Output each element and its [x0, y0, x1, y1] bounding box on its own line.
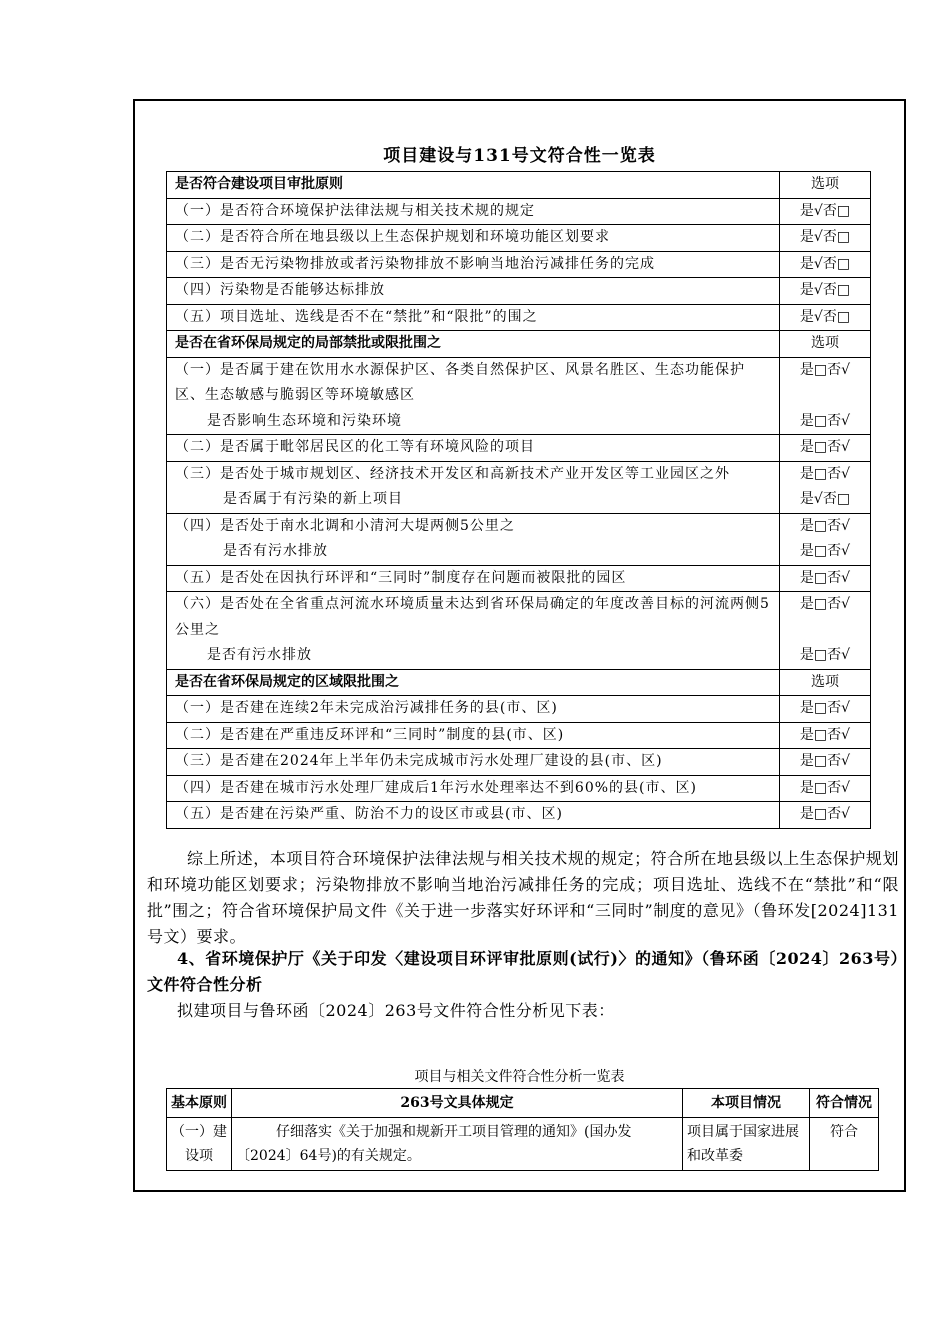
cell-principle: （一）建设项	[167, 1118, 232, 1171]
criterion-text: （一）是否属于建在饮用水水源保护区、各类自然保护区、风景名胜区、生态功能保护区、生态敏感与脆弱区等环境敏感区	[175, 361, 745, 403]
criterion-subtext: 是否有污水排放	[207, 647, 312, 663]
criterion-cell	[167, 722, 780, 749]
criterion-row	[167, 304, 871, 331]
header-spec: 263号文具体规定	[232, 1089, 683, 1118]
criterion-row	[167, 251, 871, 278]
criterion-text: （四）是否处于南水北调和小清河大堤两侧5公里之	[175, 517, 515, 534]
criterion-row	[167, 696, 871, 723]
criterion-text: （三）是否无污染物排放或者污染物排放不影响当地治污减排任务的完成	[175, 255, 655, 272]
criterion-text: （一）是否建在连续2年未完成治污减排任务的县(市、区)	[175, 700, 558, 716]
summary-paragraph: 综上所述，本项目符合环境保护法律法规与相关技术规的规定；符合所在地县级以上生态保护规划和环境功能区划要求；污染物排放不影响当地治污减排任务的完成；项目选址、选线不在“禁批”和“限批”围之；符合省环境保护局文件《关于进一步落实好环评和“三同时”制度的意见》（鲁环发[2024]131号文）要求。	[147, 849, 899, 946]
criterion-text: （二）是否符合所在地县级以上生态保护规划和环境功能区划要求	[175, 229, 610, 245]
document-frame	[133, 99, 906, 1192]
section-header: 是否在省环保局规定的局部禁批或限批围之	[167, 331, 780, 358]
criterion-text: （五）项目选址、选线是否不在“禁批”和“限批”的围之	[175, 308, 538, 325]
section-header-row	[167, 172, 871, 199]
option-value: 是□否√	[799, 517, 851, 534]
option-header: 选项	[780, 172, 871, 199]
option-cell	[780, 198, 871, 225]
criterion-row	[167, 198, 871, 225]
criterion-cell	[167, 461, 780, 513]
criterion-text: （二）是否建在严重违反环评和“三同时”制度的县(市、区)	[175, 726, 565, 743]
header-result: 符合情况	[810, 1089, 879, 1118]
criterion-text: （五）是否处在因执行环评和“三同时”制度存在问题而被限批的园区	[175, 569, 627, 586]
criterion-row	[167, 722, 871, 749]
header-principle: 基本原则	[167, 1089, 232, 1118]
option-cell	[780, 278, 871, 305]
option-cell	[780, 461, 871, 513]
criterion-cell	[167, 749, 780, 776]
criterion-subtext: 是否有污水排放	[223, 543, 328, 559]
option-cell	[780, 251, 871, 278]
option-cell	[780, 225, 871, 252]
section-header-row	[167, 669, 871, 696]
criterion-cell	[167, 251, 780, 278]
option-header: 选项	[780, 331, 871, 358]
option-header: 选项	[780, 669, 871, 696]
option-value: 是□否√	[799, 753, 851, 769]
criterion-row	[167, 775, 871, 802]
criterion-row	[167, 565, 871, 592]
option-value: 是√否□	[799, 308, 851, 325]
option-value: 是√否□	[799, 229, 851, 245]
criterion-cell	[167, 775, 780, 802]
criterion-row	[167, 357, 871, 435]
option-value	[782, 383, 868, 409]
option-cell	[780, 513, 871, 565]
criterion-text: （四）污染物是否能够达标排放	[175, 282, 385, 298]
option-value: 是√否□	[799, 255, 851, 272]
cell-result: 符合	[810, 1118, 879, 1171]
criterion-text: （五）是否建在污染严重、防治不力的设区市或县(市、区)	[175, 806, 563, 822]
cell-project: 项目属于国家进展和改革委	[683, 1118, 810, 1171]
option-cell	[780, 775, 871, 802]
criterion-cell	[167, 435, 780, 462]
criterion-row	[167, 592, 871, 670]
criterion-text: （三）是否处于城市规划区、经济技术开发区和高新技术产业开发区等工业园区之外	[175, 465, 730, 482]
criterion-row	[167, 749, 871, 776]
criterion-row	[167, 802, 871, 829]
option-value: 是□否√	[799, 543, 851, 559]
option-cell	[780, 696, 871, 723]
compliance-table-131	[166, 171, 871, 829]
option-cell	[780, 565, 871, 592]
section-heading-4: 4、省环境保护厅《关于印发〈建设项目环评审批原则(试行)〉的通知》（鲁环函〔2024〕263号）文件符合性分析	[147, 949, 899, 994]
option-value: 是□否√	[799, 779, 851, 796]
criterion-text: （四）是否建在城市污水处理厂建成后1年污水处理率达不到60%的县(市、区)	[175, 779, 697, 796]
criterion-text: （六）是否处在全省重点河流水环境质量未达到省环保局确定的年度改善目标的河流两侧5公里之	[175, 596, 770, 638]
criterion-row	[167, 225, 871, 252]
option-cell	[780, 304, 871, 331]
criterion-row	[167, 435, 871, 462]
intro-paragraph: 拟建项目与鲁环函〔2024〕263号文件符合性分析见下表：	[177, 1001, 615, 1020]
option-value: 是□否√	[799, 439, 851, 455]
criterion-cell	[167, 198, 780, 225]
criterion-subtext: 是否影响生态环境和污染环境	[207, 412, 402, 429]
option-cell	[780, 592, 871, 670]
criterion-text: （一）是否符合环境保护法律法规与相关技术规的规定	[175, 202, 535, 219]
criterion-text: （二）是否属于毗邻居民区的化工等有环境风险的项目	[175, 439, 535, 455]
option-cell	[780, 749, 871, 776]
option-value: 是√否□	[799, 282, 851, 298]
criterion-row	[167, 461, 871, 513]
criterion-cell	[167, 696, 780, 723]
option-value: 是□否√	[799, 361, 851, 378]
option-value: 是□否√	[799, 700, 851, 716]
option-value: 是□否√	[799, 726, 851, 743]
table2-row	[167, 1118, 879, 1171]
table2-header-row	[167, 1089, 879, 1118]
criterion-text: （三）是否建在2024年上半年仍未完成城市污水处理厂建设的县(市、区)	[175, 753, 663, 769]
criterion-row	[167, 278, 871, 305]
option-value: 是□否√	[799, 569, 851, 586]
option-value: 是√否□	[799, 202, 851, 219]
option-value: 是□否√	[799, 596, 851, 612]
section-header: 是否在省环保局规定的区域限批围之	[167, 669, 780, 696]
criterion-subtext: 是否属于有污染的新上项目	[223, 491, 403, 507]
criterion-cell	[167, 802, 780, 829]
option-value	[782, 618, 868, 644]
criterion-cell	[167, 592, 780, 670]
option-value: 是√否□	[799, 491, 851, 507]
option-cell	[780, 722, 871, 749]
option-value: 是□否√	[799, 412, 851, 429]
section-header: 是否符合建设项目审批原则	[167, 172, 780, 199]
option-cell	[780, 802, 871, 829]
table2-title: 项目与相关文件符合性分析一览表	[414, 1069, 625, 1085]
criterion-cell	[167, 357, 780, 435]
option-value: 是□否√	[799, 647, 851, 663]
criterion-cell	[167, 513, 780, 565]
criterion-cell	[167, 565, 780, 592]
section-header-row	[167, 331, 871, 358]
criterion-cell	[167, 225, 780, 252]
option-cell	[780, 435, 871, 462]
option-value: 是□否√	[799, 806, 851, 822]
option-value: 是□否√	[799, 465, 851, 482]
header-project: 本项目情况	[683, 1089, 810, 1118]
criterion-cell	[167, 304, 780, 331]
criterion-row	[167, 513, 871, 565]
option-cell	[780, 357, 871, 435]
criterion-cell	[167, 278, 780, 305]
table1-title: 项目建设与131号文符合性一览表	[383, 146, 656, 166]
cell-spec: 仔细落实《关于加强和规新开工项目管理的通知》(国办发〔2024〕64号)的有关规定。	[232, 1118, 683, 1171]
compliance-table-263	[166, 1088, 879, 1171]
